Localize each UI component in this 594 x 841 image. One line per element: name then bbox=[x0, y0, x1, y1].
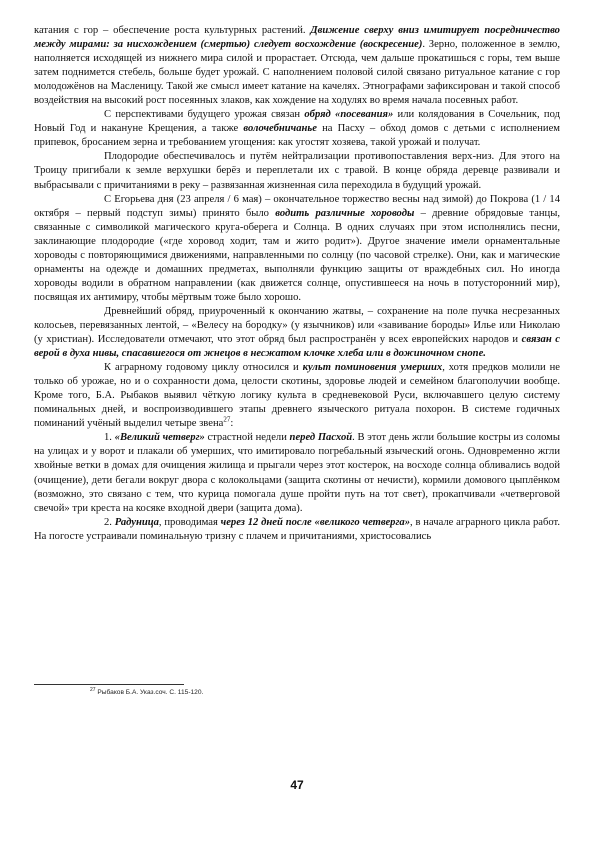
body-text: на Пасху – обход домов с детьми с исполнением припевок, бросанием зерна и требованием угощения: как угостят хозяева, такой урожай и получат. bbox=[34, 123, 560, 149]
footnote-separator bbox=[34, 684, 184, 685]
body-text: – древние обрядовые танцы, связанные с символикой магического круга-оберега и Солнца. В одних случаях при этом исполнялись песни, заклинающие плодородие («где хоровод ходит, там и жито родит»). Другое значение имели орнаментальные хороводы с повторяющимися движениями, направленными по солнцу (по часовой стрелке). Они, как и магические орнаменты на одежде и домашних предметах, выполняли функцию защиты от враждебных сил. Но иногда хороводы водили в обратном направлении (как движется солнце, опустившееся на ночь в потусторонний мир), посвящая их антимиру, чтобы мёртвым тоже было хорошо. bbox=[34, 207, 560, 303]
body-text: Плодородие обеспечивалось и путём нейтрализации противопоставления верх-низ. Для этого на Троицу пригибали к земле верхушки берёз и переплетали их с травой. В конце обряда деревце развивали и выбрасывали с причитаниями в реку – развязанная жизненная сила переходила в будущий урожай. bbox=[34, 151, 560, 191]
emphasis-text: Движение сверху вниз имитирует посредничество между мирами: за нисхождением (смертью) следует восхождение (воскресение) bbox=[34, 25, 560, 51]
page-body bbox=[34, 24, 560, 544]
paragraph bbox=[34, 516, 560, 544]
emphasis-text: Радуница bbox=[114, 516, 159, 528]
paragraph bbox=[34, 150, 560, 192]
page-number: 47 bbox=[290, 778, 304, 792]
body-text: , проводимая bbox=[158, 516, 221, 528]
body-text: , хотя предков молили не только об урожае, но и о сохранности дома, целости скотины, здоровье людей и семейном благополучии вообще. Кроме того, Б.А. Рыбаков выявил чёткую логику культа в средневековой Руси, включавшего целую систему поминальных дней, и воспроизводившего этапы древнего языческого ритуала похорон. В системе годичных поминаний учёный выделил четыре звена bbox=[34, 362, 560, 430]
paragraph bbox=[34, 305, 560, 361]
emphasis-text: перед Пасхой bbox=[289, 432, 353, 444]
paragraph bbox=[34, 431, 560, 515]
emphasis-text: «Великий четверг» bbox=[114, 432, 205, 444]
paragraph bbox=[34, 108, 560, 150]
body-text: или колядования в Сочельник, под Новый Год и накануне Крещения, а также bbox=[34, 109, 560, 135]
footnote bbox=[90, 686, 204, 696]
body-text: К аграрному годовому циклу относился и bbox=[104, 362, 303, 374]
emphasis-text: через 12 дней после «великого четверга» bbox=[220, 516, 410, 528]
body-text: катания с гор – обеспечение роста культурных растений. bbox=[34, 25, 311, 36]
body-text: . В этот день жгли большие костры из соломы на улицах и у ворот и плакали об умерших, что имитировало погребальный языческий огонь. Одновременно жгли хвойные ветки в домах для очищения жилища и прыгали через этот костерок, на восходе солнца обливались водой (очищение), дети бегали вокруг двора с колокольцами (защита скотины от нечисти), кормили домового цыплёнком (возможно, это связано с тем, что курица помогала душе пройти путь на тот свет), прокапчивали «четверговой свечой» три креста на косяке входной двери (защита дома). bbox=[34, 432, 560, 514]
body-text: Древнейший обряд, приуроченный к окончанию жатвы, – сохранение на поле пучка несрезанных колосьев, перевязанных лентой, – «Велесу на бородку» (у язычников) или «завивание бороды» Илье или Николаю (у христиан). Исследователи отмечают, что этот обряд был распространён у всех европейских народов и bbox=[34, 305, 560, 346]
body-text: С Егорьева дня (23 апреля / 6 мая) – окончательное торжество весны над зимой) до Покрова (1 / 14 октября – первый подступ зимы) принято было bbox=[34, 193, 560, 219]
paragraph bbox=[34, 361, 560, 431]
paragraph bbox=[34, 193, 560, 305]
emphasis-text: волочебничанье bbox=[243, 123, 317, 135]
emphasis-text: обряд «посевания» bbox=[304, 109, 394, 121]
body-text: 2. bbox=[104, 516, 115, 528]
footnote-text: Рыбаков Б.А. Указ.соч. С. 115-120. bbox=[97, 689, 204, 696]
body-text: : bbox=[230, 418, 234, 430]
emphasis-text: водить различные хороводы bbox=[275, 207, 415, 219]
emphasis-text: связан с верой в духа нивы, спасавшегося от жнецов в несжатом клочке хлеба или в дожиночном снопе. bbox=[34, 334, 560, 360]
paragraph bbox=[34, 24, 560, 108]
footnote-number: 27 bbox=[90, 686, 96, 693]
body-text: , в начале аграрного цикла работ. На погосте устраивали поминальную тризну с плачем и причитаниями, христосовались bbox=[34, 516, 560, 542]
body-text: страстной недели bbox=[204, 432, 290, 444]
body-text: . Зерно, положенное в землю, наполняется исходящей из нижнего мира силой и прорастает. Отсюда, чем дальше прокатишься с горы, тем выше затем поднимется стебель, больше будет урожай. С наполнением половой силой связано ритуальное катание с гор молодожёнов на Масленицу. Такой же смысл имеет катание на качелях. Этнографами зафиксирован и такой способ воздействия на высокий рост посеянных злаков, как хождение на ходулях во время начала посевных работ. bbox=[34, 39, 560, 107]
emphasis-text: культ поминовения умерших bbox=[302, 362, 443, 374]
footnote-reference: 27 bbox=[223, 415, 231, 424]
body-text: 1. bbox=[104, 432, 115, 444]
body-text: С перспективами будущего урожая связан bbox=[104, 109, 305, 121]
